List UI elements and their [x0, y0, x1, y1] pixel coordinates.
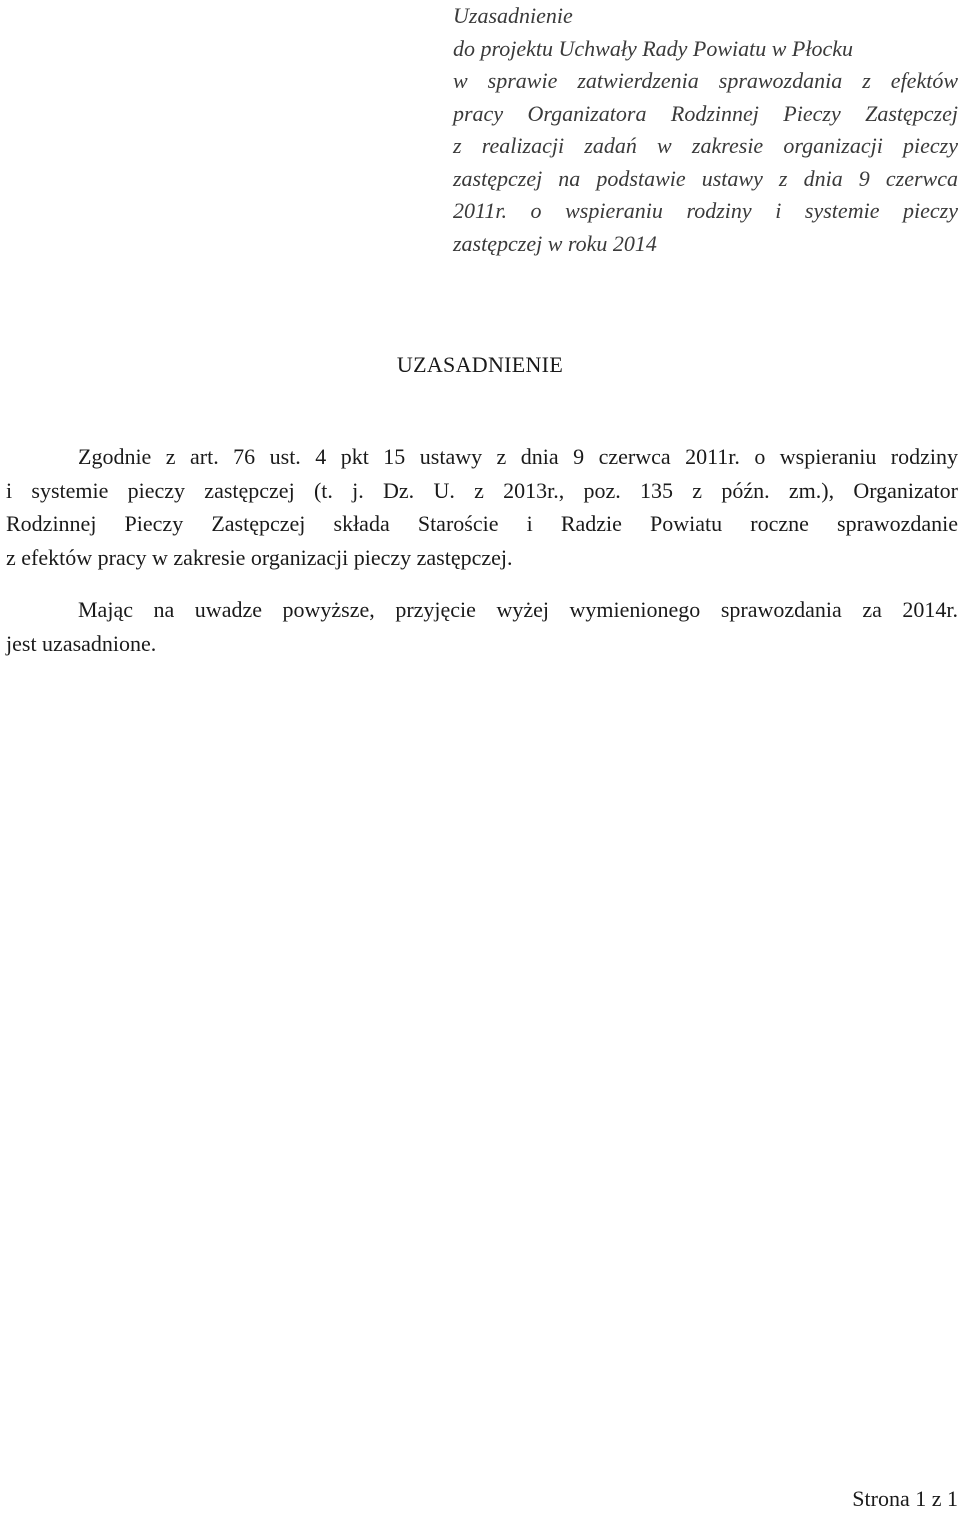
paragraph-line: Rodzinnej Pieczy Zastępczej składa Staroście i Radzie Powiatu roczne sprawozdanie — [6, 511, 958, 536]
section-title: UZASADNIENIE — [396, 352, 564, 377]
current-page: 1 — [915, 1486, 927, 1511]
body-paragraph-2 — [6, 593, 958, 660]
footer-prefix: Strona — [852, 1486, 916, 1511]
header-line: z realizacji zadań w zakresie organizacji pieczy — [453, 133, 958, 158]
header-line: zastępczej na podstawie ustawy z dnia 9 czerwca — [453, 165, 958, 191]
paragraph-line: jest uzasadnione. — [6, 630, 157, 656]
paragraph-line: i systemie pieczy zastępczej (t. j. Dz. U. z 2013r., poz. 135 z późn. zm.), Organizator — [6, 477, 958, 503]
header-line: do projektu Uchwały Rady Powiatu w Płocku — [453, 35, 853, 61]
footer-middle: z — [926, 1486, 947, 1511]
paragraph-line: Mając na uwadze powyższe, przyjęcie wyżej wymienionego sprawozdania za 2014r. — [78, 597, 958, 622]
total-pages: 1 — [947, 1486, 958, 1511]
page-number-footer — [852, 1486, 958, 1512]
header-line: 2011r. o wspieraniu rodziny i systemie pieczy — [453, 198, 958, 223]
document-header — [453, 0, 958, 260]
paragraph-line: z efektów pracy w zakresie organizacji pieczy zastępczej. — [6, 544, 513, 570]
header-line: pracy Organizatora Rodzinnej Pieczy Zastępczej — [453, 100, 958, 126]
body-paragraph-1 — [6, 440, 958, 574]
header-title: Uzasadnienie — [453, 3, 573, 28]
header-line: w sprawie zatwierdzenia sprawozdania z efektów — [453, 68, 958, 93]
paragraph-line: Zgodnie z art. 76 ust. 4 pkt 15 ustawy z dnia 9 czerwca 2011r. o wspieraniu rodziny — [78, 444, 958, 469]
header-line: zastępczej w roku 2014 — [453, 230, 657, 256]
